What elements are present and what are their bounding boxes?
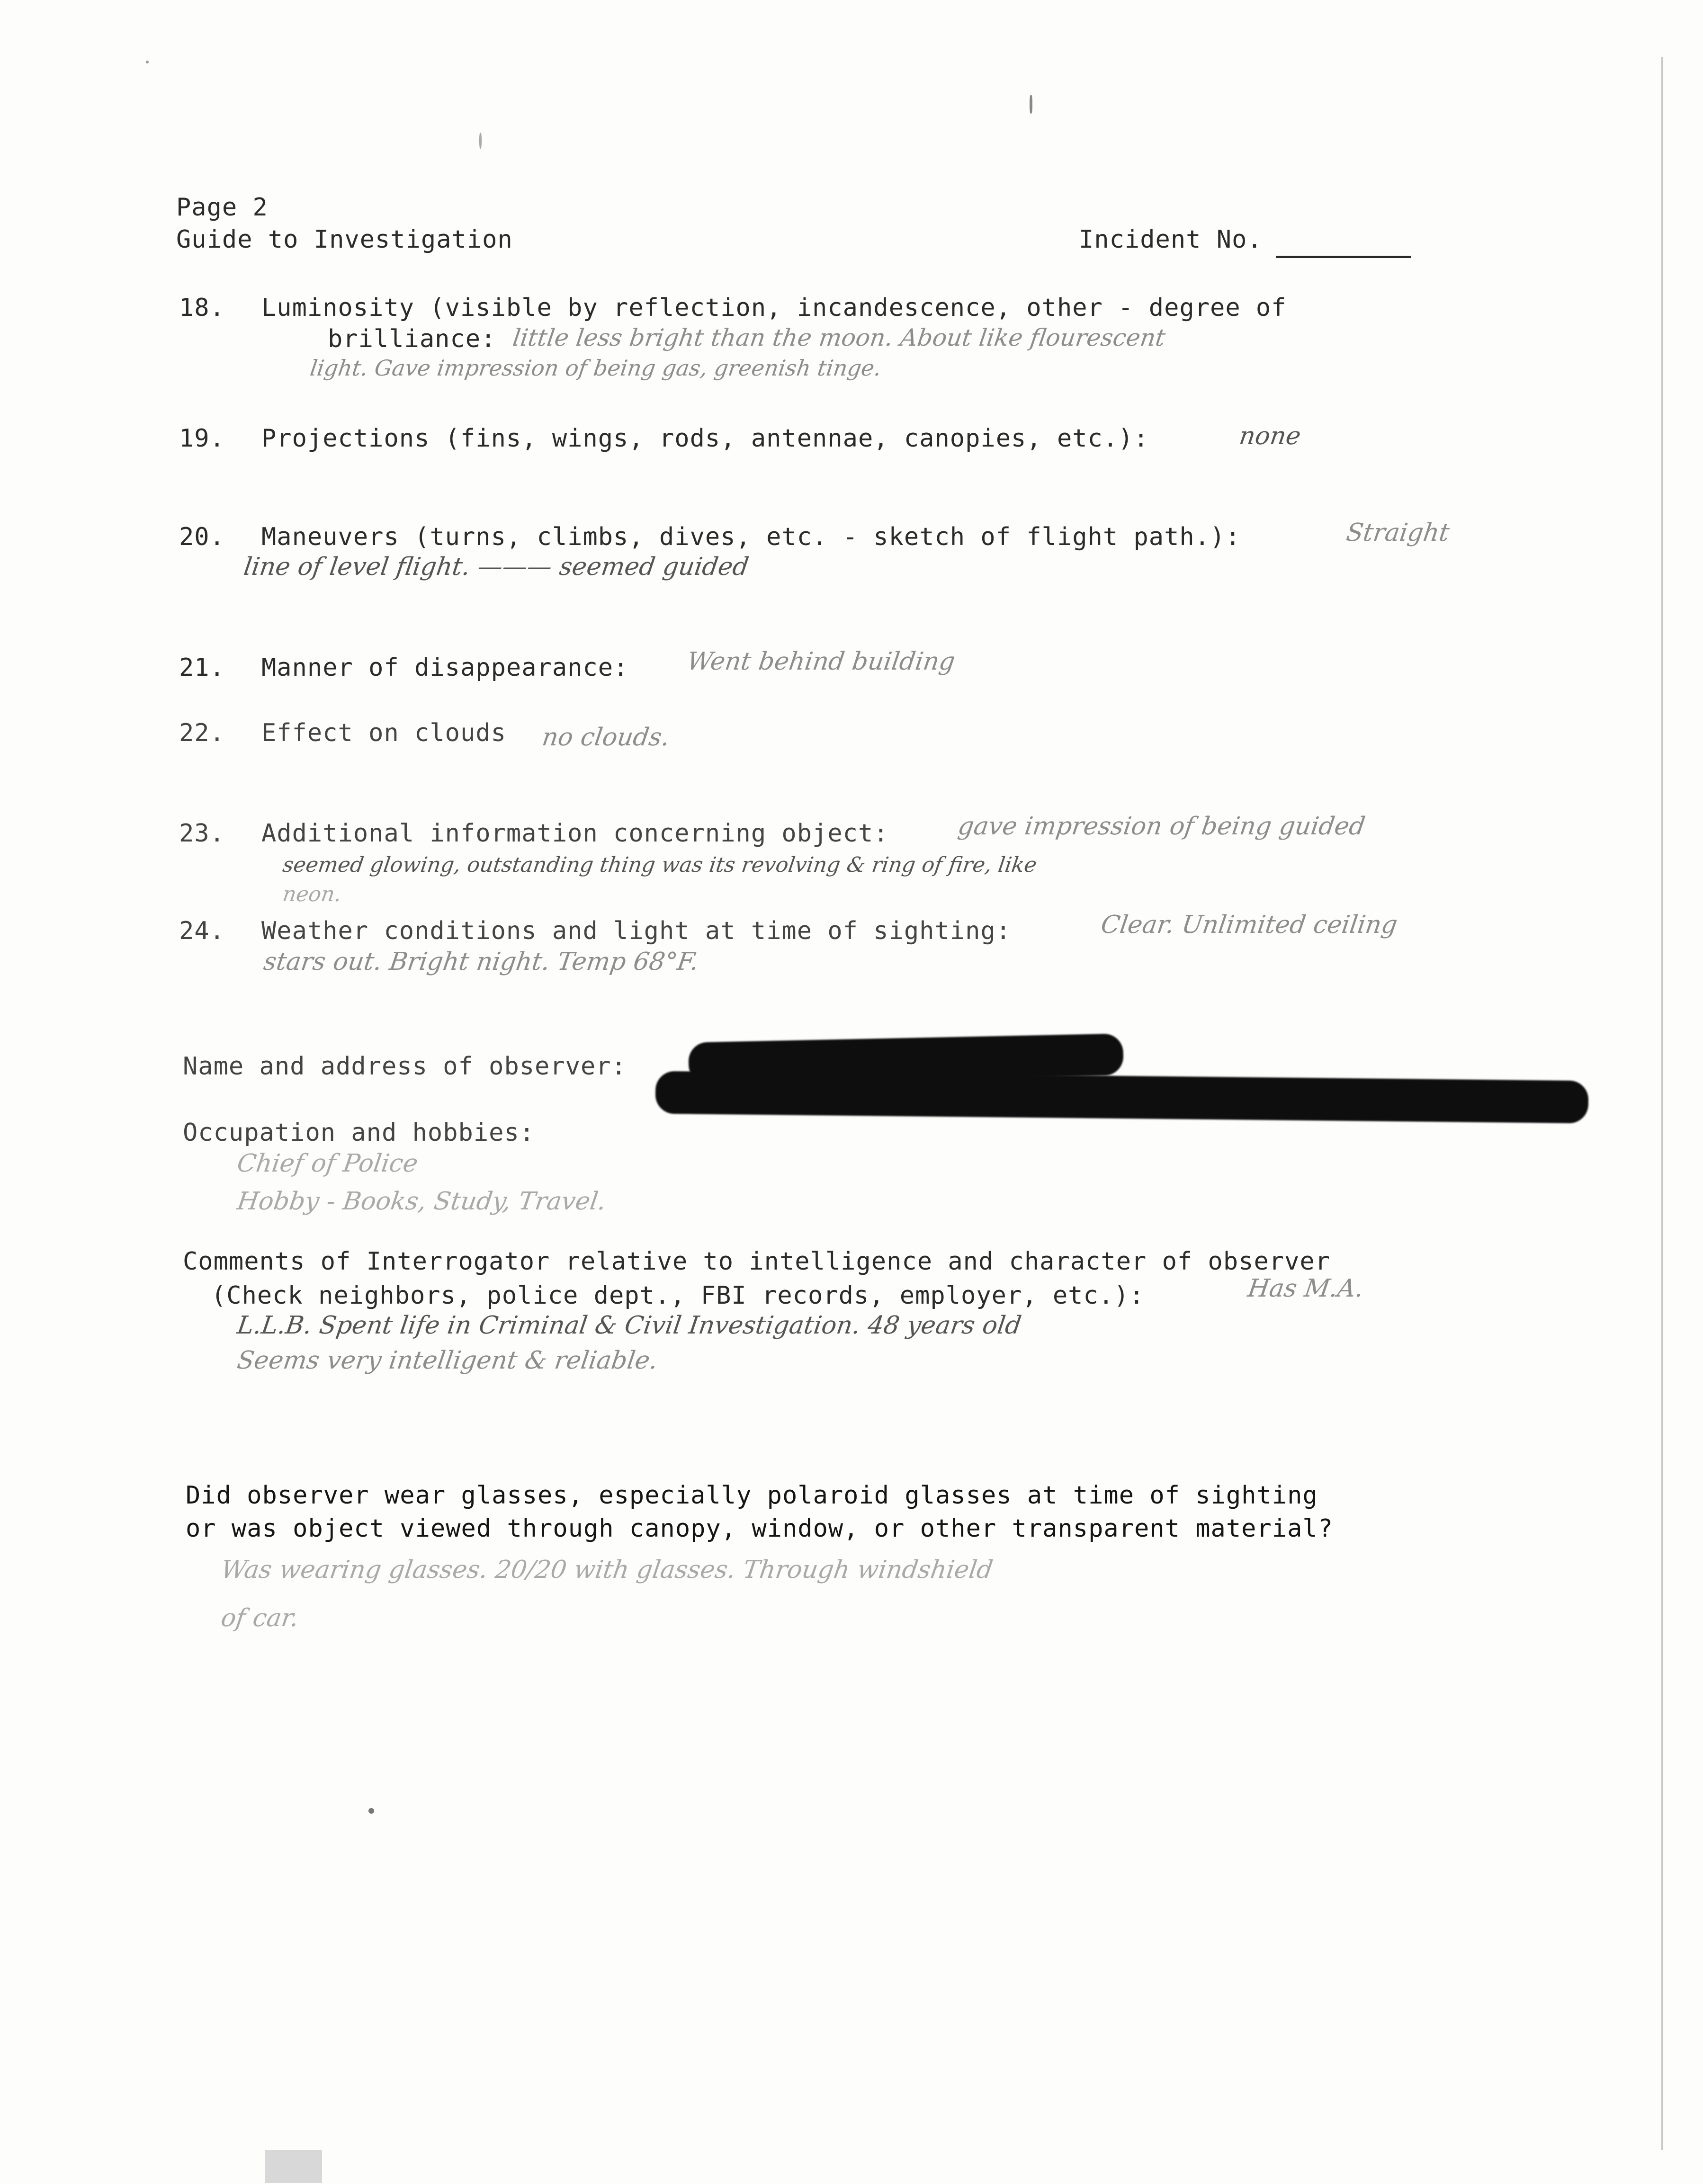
item-18-answer-line1: little less bright than the moon. About like flourescent	[511, 324, 1167, 351]
item-23-answer-line3: neon.	[281, 882, 343, 906]
item-22-question: Effect on clouds	[261, 719, 506, 747]
paper-speck	[146, 61, 149, 63]
item-19-number: 19.	[179, 424, 225, 453]
occupation-label: Occupation and hobbies:	[183, 1119, 535, 1147]
glasses-answer-line2: of car.	[219, 1604, 301, 1632]
item-24-number: 24.	[179, 917, 225, 945]
item-20-answer-line1: Straight	[1344, 519, 1452, 547]
paper-speck	[1030, 95, 1032, 114]
item-20-number: 20.	[179, 523, 225, 551]
item-24-question: Weather conditions and light at time of sighting:	[261, 917, 1012, 945]
comments-answer-line3: Seems very intelligent & reliable.	[235, 1346, 660, 1375]
bottom-edge-marks	[265, 2150, 322, 2183]
item-18-number: 18.	[179, 294, 225, 322]
item-22-answer: no clouds.	[540, 723, 672, 752]
item-20-question: Maneuvers (turns, climbs, dives, etc. - sketch of flight path.):	[261, 523, 1241, 551]
item-21-answer: Went behind building	[685, 647, 957, 676]
item-18-question-line2: brilliance:	[328, 325, 496, 353]
form-title: Guide to Investigation	[176, 225, 513, 254]
comments-question-line1: Comments of Interrogator relative to intelligence and character of observer	[183, 1247, 1330, 1276]
item-24-answer-line1: Clear. Unlimited ceiling	[1099, 911, 1399, 939]
item-20-answer-line2: line of level flight. ——— seemed guided	[242, 553, 751, 581]
item-24-answer-line2: stars out. Bright night. Temp 68°F.	[261, 948, 700, 976]
item-23-answer-line1: gave impression of being guided	[956, 812, 1367, 841]
item-18-answer-line2: light. Gave impression of being gas, greenish tinge.	[308, 355, 883, 381]
paper-speck	[368, 1808, 374, 1814]
page-number: Page 2	[176, 193, 268, 222]
glasses-answer-line1: Was wearing glasses. 20/20 with glasses. Through windshield	[219, 1556, 995, 1584]
incident-number-label: Incident No.	[1079, 225, 1263, 254]
item-21-question: Manner of disappearance:	[261, 653, 629, 682]
occupation-answer-line2: Hobby - Books, Study, Travel.	[235, 1187, 608, 1216]
item-23-number: 23.	[179, 819, 225, 848]
item-19-answer: none	[1237, 422, 1303, 450]
comments-answer-line1: Has M.A.	[1246, 1274, 1365, 1303]
page-edge-line	[1661, 57, 1663, 2150]
item-18-question-line1: Luminosity (visible by reflection, incandescence, other - degree of	[261, 294, 1287, 322]
comments-question-line2: (Check neighbors, police dept., FBI records, employer, etc.):	[211, 1281, 1145, 1310]
item-23-answer-line2: seemed glowing, outstanding thing was its revolving & ring of fire, like	[281, 853, 1039, 877]
paper-speck	[479, 133, 482, 149]
comments-answer-line2: L.L.B. Spent life in Criminal & Civil Investigation. 48 years old	[235, 1311, 1023, 1340]
item-21-number: 21.	[179, 653, 225, 682]
observer-name-label: Name and address of observer:	[183, 1052, 627, 1081]
incident-number-blank	[1276, 256, 1411, 258]
item-22-number: 22.	[179, 719, 225, 747]
glasses-question-line2: or was object viewed through canopy, window, or other transparent material?	[186, 1514, 1333, 1543]
occupation-answer-line1: Chief of Police	[235, 1149, 420, 1178]
item-19-question: Projections (fins, wings, rods, antennae, canopies, etc.):	[261, 424, 1149, 453]
glasses-question-line1: Did observer wear glasses, especially polaroid glasses at time of sighting	[186, 1481, 1318, 1510]
redaction-bar-lower	[655, 1071, 1589, 1124]
item-23-question: Additional information concerning object:	[261, 819, 889, 848]
